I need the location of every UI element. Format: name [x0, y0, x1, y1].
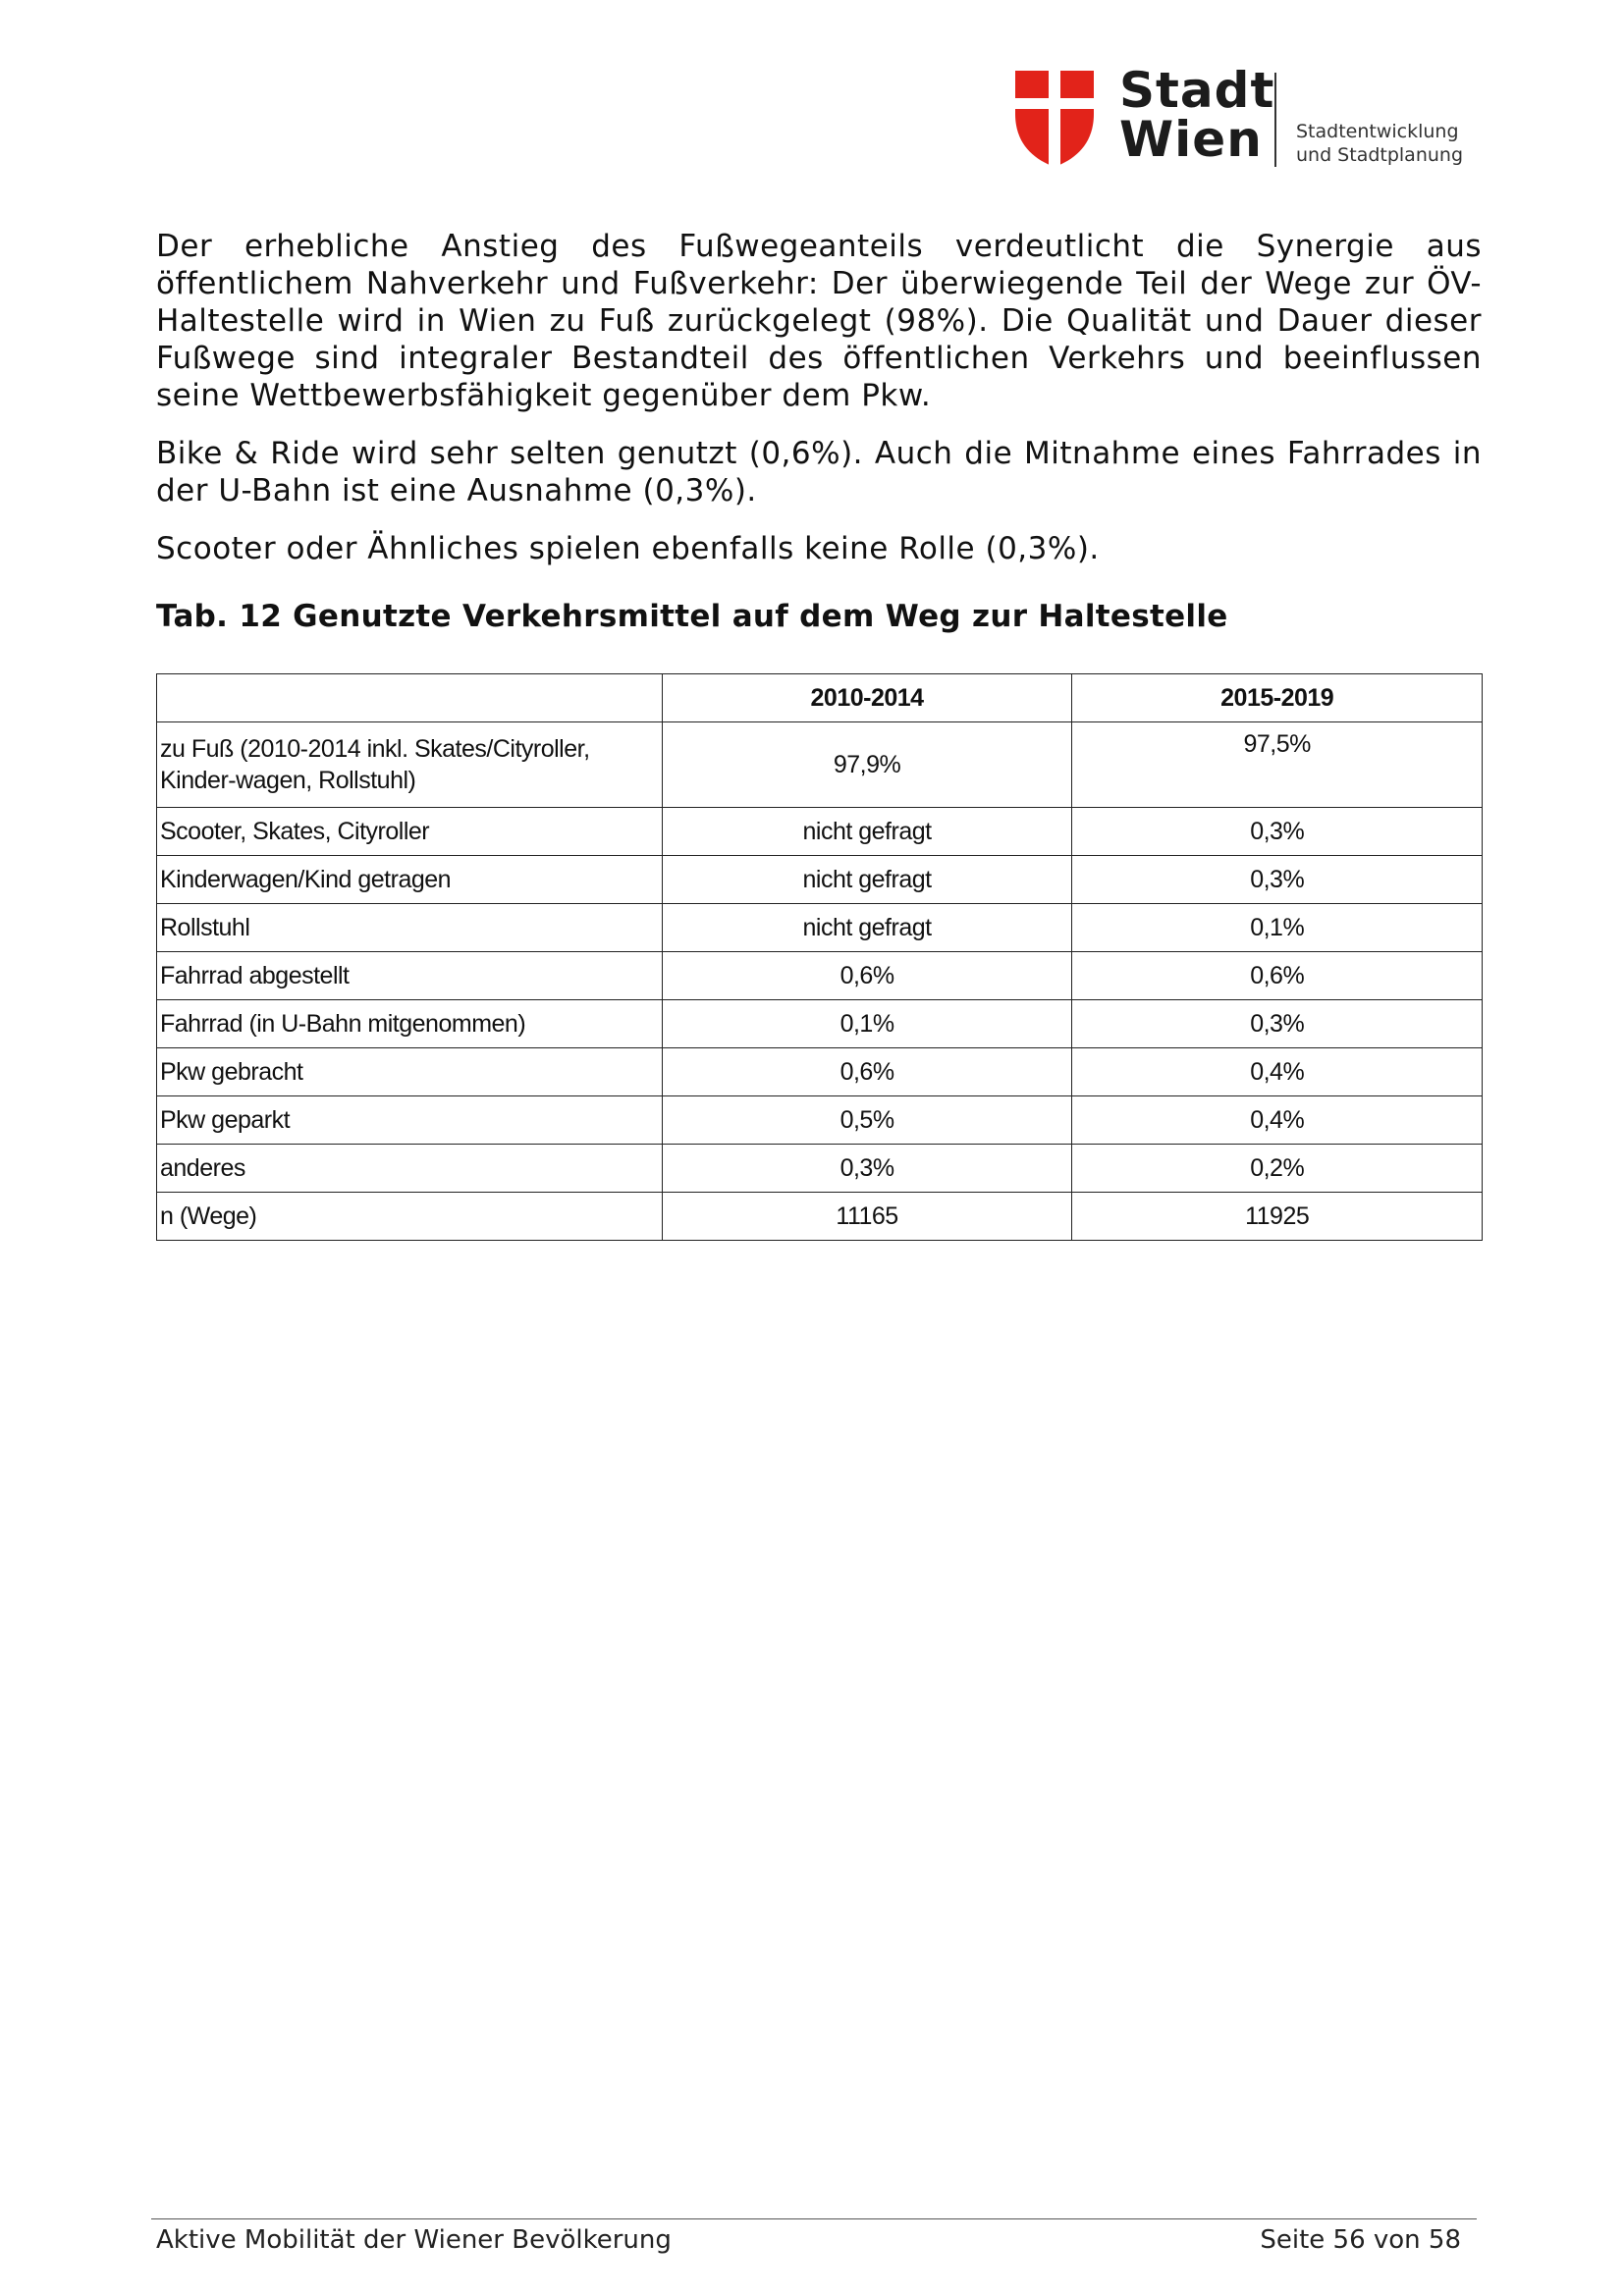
table-row	[157, 1048, 1483, 1096]
table-row	[157, 1145, 1483, 1193]
row-value-2015-2019: 0,1%	[1072, 904, 1483, 952]
row-value-2015-2019: 0,3%	[1072, 1000, 1483, 1048]
logo-department-line1: Stadtentwicklung	[1296, 121, 1459, 142]
row-value-2015-2019: 0,4%	[1072, 1096, 1483, 1145]
row-value-2010-2014: nicht gefragt	[662, 856, 1072, 904]
row-label: Rollstuhl	[157, 904, 663, 952]
row-label: Fahrrad abgestellt	[157, 952, 663, 1000]
header-period-2: 2015-2019	[1072, 674, 1483, 722]
footer-divider	[151, 2218, 1477, 2219]
table-row	[157, 722, 1483, 808]
row-label: zu Fuß (2010-2014 inkl. Skates/Cityroller, Kinder-wagen, Rollstuhl)	[157, 722, 663, 808]
row-label: Fahrrad (in U-Bahn mitgenommen)	[157, 1000, 663, 1048]
row-value-2015-2019: 0,6%	[1072, 952, 1483, 1000]
header-period-1: 2010-2014	[662, 674, 1072, 722]
logo-department-line2: und Stadtplanung	[1296, 144, 1464, 166]
row-value-2010-2014: 11165	[662, 1193, 1072, 1241]
row-value-2010-2014: nicht gefragt	[662, 808, 1072, 856]
table-row	[157, 904, 1483, 952]
row-label: Pkw geparkt	[157, 1096, 663, 1145]
vienna-shield-icon	[1015, 71, 1094, 167]
row-value-2010-2014: 0,3%	[662, 1145, 1072, 1193]
row-value-2015-2019: 11925	[1072, 1193, 1483, 1241]
row-value-2010-2014: 97,9%	[662, 722, 1072, 808]
row-value-2010-2014: 0,5%	[662, 1096, 1072, 1145]
paragraph-bike-ride: Bike & Ride wird sehr selten genutzt (0,6%). Auch die Mitnahme eines Fahrrades in der U-Bahn ist eine Ausnahme (0,3%).	[156, 436, 1482, 508]
logo-name-line2: Wien	[1119, 111, 1263, 168]
row-label: Pkw gebracht	[157, 1048, 663, 1096]
logo-name-line1: Stadt	[1119, 62, 1275, 119]
row-value-2015-2019: 0,2%	[1072, 1145, 1483, 1193]
row-label: anderes	[157, 1145, 663, 1193]
table-row	[157, 1000, 1483, 1048]
row-label: n (Wege)	[157, 1193, 663, 1241]
row-value-2015-2019: 0,4%	[1072, 1048, 1483, 1096]
table-row	[157, 856, 1483, 904]
table-row	[157, 1096, 1483, 1145]
row-value-2010-2014: 0,6%	[662, 1048, 1072, 1096]
paragraph-fusswege: Der erhebliche Anstieg des Fußwegeanteils verdeutlicht die Synergie aus öffentlichem Nahverkehr und Fußverkehr: Der überwiegende Teil der Wege zur ÖV-Haltestelle wird in Wien zu Fuß zurückgelegt (98%). Die Qualität und Dauer dieser Fußwege sind integraler Bestandteil des öffentlichen Verkehrs und beeinflussen seine Wettbewerbsfähigkeit gegenüber dem Pkw.	[156, 229, 1482, 413]
row-value-2010-2014: 0,6%	[662, 952, 1072, 1000]
table-row	[157, 952, 1483, 1000]
row-value-2010-2014: nicht gefragt	[662, 904, 1072, 952]
row-label: Scooter, Skates, Cityroller	[157, 808, 663, 856]
paragraph-scooter: Scooter oder Ähnliches spielen ebenfalls keine Rolle (0,3%).	[156, 531, 1100, 566]
logo-divider	[1274, 73, 1276, 167]
footer-page-number: Seite 56 von 58	[1260, 2225, 1461, 2255]
table-row	[157, 1193, 1483, 1241]
row-value-2015-2019: 97,5%	[1072, 722, 1483, 808]
footer-document-title: Aktive Mobilität der Wiener Bevölkerung	[156, 2225, 672, 2255]
transport-modes-table	[156, 673, 1483, 1241]
row-label: Kinderwagen/Kind getragen	[157, 856, 663, 904]
body-text	[156, 228, 1482, 588]
row-value-2015-2019: 0,3%	[1072, 808, 1483, 856]
table-row	[157, 808, 1483, 856]
row-value-2010-2014: 0,1%	[662, 1000, 1072, 1048]
row-value-2015-2019: 0,3%	[1072, 856, 1483, 904]
table-header-row	[157, 674, 1483, 722]
table-title: Tab. 12 Genutzte Verkehrsmittel auf dem Weg zur Haltestelle	[156, 599, 1228, 634]
header-empty	[157, 674, 663, 722]
stadt-wien-logo	[1015, 62, 1477, 177]
